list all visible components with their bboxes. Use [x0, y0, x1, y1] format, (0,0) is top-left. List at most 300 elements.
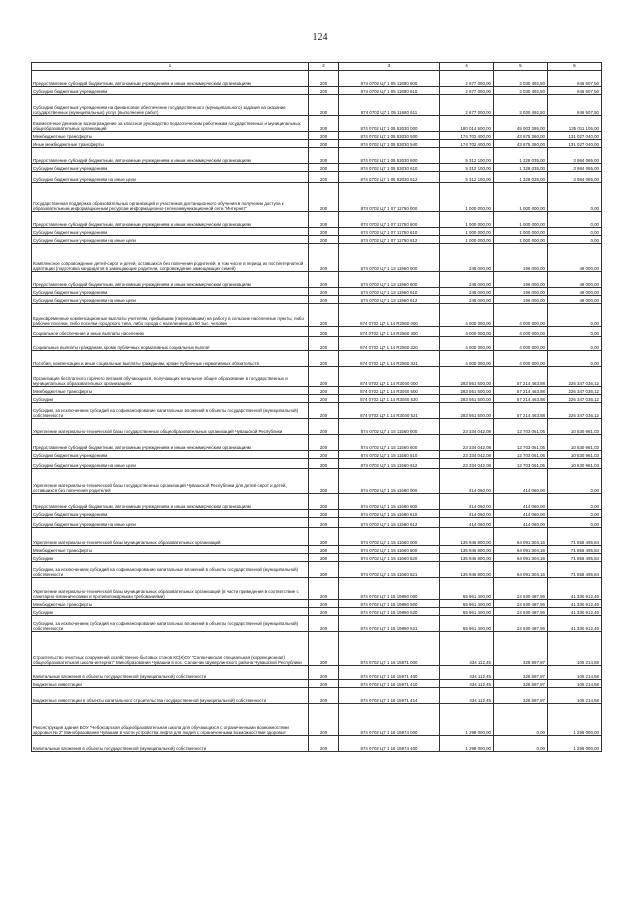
item-name-cell: Субсидии — [32, 554, 309, 562]
line-code-cell: 200 — [309, 172, 339, 183]
executed-amount-cell: 4 000 000,00 — [494, 327, 548, 337]
line-code-cell: 200 — [309, 554, 339, 562]
approved-amount-cell: 23 334 042,08 — [440, 419, 494, 435]
remaining-amount-cell: 41 330 912,45 — [548, 608, 602, 616]
executed-amount-cell: 24 630 487,55 — [494, 578, 548, 600]
item-name-cell: Социальные выплаты гражданам, кроме публичных нормативных социальных выплат — [32, 337, 309, 351]
executed-amount-cell: 328 897,87 — [494, 680, 548, 688]
item-name-cell: Комплексное сопровождение детей-сирот и детей, оставшихся без попечения родителей, в том числе в период их постинтернатной адаптации (подготовка кандидатов в замещающие родители, сопровождение замещающих семей) — [32, 244, 309, 272]
remaining-amount-cell: 135 011 105,00 — [548, 116, 602, 132]
table-row — [32, 327, 602, 337]
budget-code-cell: 874 0702 Ц7 1 07 11750 610 — [339, 228, 440, 236]
executed-amount-cell: 57 214 463,88 — [494, 395, 548, 403]
line-code-cell: 200 — [309, 140, 339, 148]
item-name-cell: Единовременные компенсационные выплаты учителям, прибывшим (переехавшим) на работу в сельские населенные пункты, либо рабочие поселки, либо поселки городского типа, либо города с населением до 50 тыс. человек — [32, 304, 309, 327]
line-code-cell: 200 — [309, 435, 339, 451]
executed-amount-cell: 196 000,00 — [494, 244, 548, 272]
executed-amount-cell: 1 328 035,00 — [494, 148, 548, 164]
remaining-amount-cell: 105 214,58 — [548, 680, 602, 688]
line-code-cell: 200 — [309, 132, 339, 140]
line-code-cell: 200 — [309, 164, 339, 172]
executed-amount-cell: 12 703 061,05 — [494, 459, 548, 469]
approved-amount-cell: 180 014 500,00 — [440, 116, 494, 132]
header-cell-col2: 2 — [309, 63, 339, 71]
header-cell-col1: 1 — [32, 63, 309, 71]
remaining-amount-cell: 71 855 495,84 — [548, 554, 602, 562]
item-name-cell: Строительство очистных сооружений хозяйственно-бытовых стоков КС(К)ОУ "Саланчикская специальная (коррекционная) общеобразовательная школа-интернат" Минобразования Чувашии в пос. Саланчик Шумерлинского района Чувашской Республики — [32, 632, 309, 666]
table-row — [32, 688, 602, 704]
approved-amount-cell: 4 000 000,00 — [440, 304, 494, 327]
line-code-cell: 200 — [309, 327, 339, 337]
line-code-cell: 200 — [309, 236, 339, 244]
item-name-cell: Пособия, компенсации и иные социальные выплаты гражданам, кроме публичных нормативных обязательств — [32, 351, 309, 367]
line-code-cell: 200 — [309, 296, 339, 304]
remaining-amount-cell: 10 630 981,03 — [548, 435, 602, 451]
item-name-cell: Ежемесячное денежное вознаграждение за классное руководство педагогическим работникам государственных и муниципальных общеобразовательных организаций — [32, 116, 309, 132]
item-name-cell: Межбюджетные трансферты — [32, 387, 309, 395]
item-name-cell: Иные межбюджетные трансферты — [32, 140, 309, 148]
table-row — [32, 469, 602, 494]
budget-code-cell: 874 0702 Ц7 1 13 11950 612 — [339, 296, 440, 304]
budget-code-cell: 874 0702 Ц7 1 14 R2560 000 — [339, 304, 440, 327]
approved-amount-cell: 245 000,00 — [440, 296, 494, 304]
budget-code-cell: 874 0702 Ц7 1 14 R2560 321 — [339, 351, 440, 367]
budget-code-cell: 874 0702 Ц7 1 05 53030 540 — [339, 140, 440, 148]
table-row — [32, 736, 602, 752]
budget-code-cell: 874 0702 Ц7 1 15 11590 612 — [339, 518, 440, 528]
executed-amount-cell: 43 675 360,00 — [494, 140, 548, 148]
table-row — [32, 304, 602, 327]
budget-code-cell: 874 0702 Ц7 1 14 R2560 300 — [339, 327, 440, 337]
budget-code-cell: 874 0702 Ц7 1 07 11750 600 — [339, 212, 440, 228]
approved-amount-cell: 434 112,45 — [440, 688, 494, 704]
line-code-cell: 200 — [309, 87, 339, 95]
line-code-cell: 200 — [309, 494, 339, 510]
executed-amount-cell: 414 060,00 — [494, 518, 548, 528]
line-code-cell: 200 — [309, 272, 339, 288]
executed-amount-cell: 0,00 — [494, 736, 548, 752]
table-row — [32, 459, 602, 469]
line-code-cell: 200 — [309, 688, 339, 704]
header-cell-col5: 5 — [494, 63, 548, 71]
budget-code-cell: 874 0702 Ц7 1 14 R3040 500 — [339, 387, 440, 395]
executed-amount-cell: 196 000,00 — [494, 296, 548, 304]
item-name-cell: Субсидии бюджетным учреждениям — [32, 288, 309, 296]
executed-amount-cell: 328 897,87 — [494, 688, 548, 704]
executed-amount-cell: 12 703 061,05 — [494, 419, 548, 435]
executed-amount-cell: 1 000 000,00 — [494, 212, 548, 228]
item-name-cell: Капитальные вложения в объекты государственной (муниципальной) собственности — [32, 666, 309, 680]
item-name-cell: Межбюджетные трансферты — [32, 600, 309, 608]
executed-amount-cell: 328 897,87 — [494, 666, 548, 680]
table-row — [32, 236, 602, 244]
budget-code-cell: 874 0702 Ц7 1 15 11660 521 — [339, 562, 440, 578]
executed-amount-cell: 43 675 360,00 — [494, 132, 548, 140]
executed-amount-cell: 1 000 000,00 — [494, 228, 548, 236]
remaining-amount-cell: 49 000,00 — [548, 288, 602, 296]
item-name-cell: Укрепление материально-технической базы муниципальных образовательных организаций — [32, 528, 309, 546]
item-name-cell: Межбюджетные трансферты — [32, 132, 309, 140]
budget-code-cell: 874 0702 Ц7 1 05 11680 610 — [339, 87, 440, 95]
item-name-cell: Субсидии бюджетным учреждениям — [32, 228, 309, 236]
header-cell-col3: 3 — [339, 63, 440, 71]
executed-amount-cell: 64 091 304,16 — [494, 528, 548, 546]
item-name-cell: Реконструкция здания БОУ "Чебоксарская общеобразовательная школа для обучающихся с ограниченными возможностями здоровья № 2" Минобразования Чувашии в части устройства лифта для людей с ограниченными возможностями здоровья — [32, 704, 309, 736]
approved-amount-cell: 245 000,00 — [440, 272, 494, 288]
line-code-cell: 200 — [309, 212, 339, 228]
item-name-cell: Предоставление субсидий бюджетным, автономным учреждениям и иным некоммерческим организациям — [32, 272, 309, 288]
remaining-amount-cell: 10 630 981,03 — [548, 419, 602, 435]
approved-amount-cell: 283 561 500,00 — [440, 367, 494, 387]
budget-code-cell: 874 0702 Ц7 1 16 15974 400 — [339, 736, 440, 752]
item-name-cell: Субсидии — [32, 395, 309, 403]
table-row — [32, 296, 602, 304]
table-row — [32, 546, 602, 554]
table-row — [32, 616, 602, 632]
table-row — [32, 244, 602, 272]
line-code-cell: 200 — [309, 95, 339, 116]
approved-amount-cell: 5 312 100,00 — [440, 172, 494, 183]
budget-table — [31, 62, 602, 752]
budget-code-cell: 874 0702 Ц7 1 07 11750 612 — [339, 236, 440, 244]
item-name-cell: Субсидии, за исключением субсидий на софинансирование капитальных вложений в объекты государственной (муниципальной) собственности — [32, 403, 309, 419]
approved-amount-cell: 414 060,00 — [440, 494, 494, 510]
executed-amount-cell: 57 214 463,88 — [494, 367, 548, 387]
table-row — [32, 148, 602, 164]
executed-amount-cell: 196 000,00 — [494, 272, 548, 288]
item-name-cell: Предоставление субсидий бюджетным, автономным учреждениям и иным некоммерческим организациям — [32, 71, 309, 87]
approved-amount-cell: 1 298 000,00 — [440, 736, 494, 752]
budget-code-cell: 874 0702 Ц7 1 15 11590 610 — [339, 510, 440, 518]
item-name-cell: Субсидии бюджетным учреждениям — [32, 451, 309, 459]
item-name-cell: Субсидии, за исключением субсидий на софинансирование капитальных вложений в объекты государственной (муниципальной) собственности — [32, 562, 309, 578]
table-row — [32, 554, 602, 562]
executed-amount-cell: 4 000 000,00 — [494, 337, 548, 351]
executed-amount-cell: 64 091 304,16 — [494, 554, 548, 562]
table-row — [32, 403, 602, 419]
remaining-amount-cell: 0,00 — [548, 494, 602, 510]
line-code-cell: 200 — [309, 183, 339, 212]
table-row — [32, 562, 602, 578]
item-name-cell: Субсидии бюджетным учреждениям на иные цели — [32, 518, 309, 528]
line-code-cell: 200 — [309, 510, 339, 518]
remaining-amount-cell: 226 347 036,12 — [548, 367, 602, 387]
remaining-amount-cell: 131 027 040,00 — [548, 140, 602, 148]
remaining-amount-cell: 0,00 — [548, 183, 602, 212]
budget-code-cell: 874 0702 Ц7 1 05 11680 600 — [339, 71, 440, 87]
executed-amount-cell: 1 328 035,00 — [494, 164, 548, 172]
executed-amount-cell: 0,00 — [494, 704, 548, 736]
line-code-cell: 200 — [309, 632, 339, 666]
line-code-cell: 200 — [309, 469, 339, 494]
remaining-amount-cell: 41 330 912,45 — [548, 616, 602, 632]
budget-code-cell: 874 0702 Ц7 1 15 11560 610 — [339, 451, 440, 459]
line-code-cell: 200 — [309, 704, 339, 736]
executed-amount-cell: 328 897,87 — [494, 632, 548, 666]
approved-amount-cell: 174 702 400,00 — [440, 140, 494, 148]
approved-amount-cell: 245 000,00 — [440, 244, 494, 272]
line-code-cell: 200 — [309, 367, 339, 387]
approved-amount-cell: 4 000 000,00 — [440, 327, 494, 337]
item-name-cell: Предоставление субсидий бюджетным, автономным учреждениям и иным некоммерческим организациям — [32, 494, 309, 510]
line-code-cell: 200 — [309, 387, 339, 395]
approved-amount-cell: 4 000 000,00 — [440, 351, 494, 367]
budget-code-cell: 874 0702 Ц7 1 16 15974 000 — [339, 704, 440, 736]
remaining-amount-cell: 226 347 036,12 — [548, 395, 602, 403]
table-row — [32, 71, 602, 87]
budget-code-cell: 874 0702 Ц7 1 16 15971 400 — [339, 666, 440, 680]
remaining-amount-cell: 3 984 065,00 — [548, 148, 602, 164]
line-code-cell: 200 — [309, 288, 339, 296]
executed-amount-cell: 1 000 000,00 — [494, 236, 548, 244]
remaining-amount-cell: 105 214,58 — [548, 666, 602, 680]
remaining-amount-cell: 0,00 — [548, 304, 602, 327]
approved-amount-cell: 65 961 400,00 — [440, 616, 494, 632]
budget-code-cell: 874 0702 Ц7 1 13 11950 600 — [339, 272, 440, 288]
approved-amount-cell: 65 961 400,00 — [440, 600, 494, 608]
budget-code-cell: 874 0702 Ц7 1 05 53030 500 — [339, 132, 440, 140]
table-row — [32, 351, 602, 367]
executed-amount-cell: 24 630 487,55 — [494, 608, 548, 616]
remaining-amount-cell: 49 000,00 — [548, 244, 602, 272]
approved-amount-cell: 1 000 000,00 — [440, 228, 494, 236]
executed-amount-cell: 414 060,00 — [494, 469, 548, 494]
table-row — [32, 140, 602, 148]
budget-code-cell: 874 0702 Ц7 1 15 11660 500 — [339, 546, 440, 554]
table-row — [32, 451, 602, 459]
executed-amount-cell: 45 003 395,00 — [494, 116, 548, 132]
approved-amount-cell: 4 000 000,00 — [440, 337, 494, 351]
remaining-amount-cell: 226 347 036,12 — [548, 387, 602, 395]
line-code-cell: 200 — [309, 680, 339, 688]
approved-amount-cell: 135 946 800,00 — [440, 554, 494, 562]
item-name-cell: Субсидии бюджетным учреждениям на иные цели — [32, 236, 309, 244]
budget-code-cell: 874 0702 Ц7 1 05 53030 000 — [339, 116, 440, 132]
remaining-amount-cell: 0,00 — [548, 236, 602, 244]
executed-amount-cell: 196 000,00 — [494, 288, 548, 296]
table-row — [32, 228, 602, 236]
item-name-cell: Субсидии бюджетным учреждениям на финансовое обеспечение государственного (муниципального) задания на оказание государственных (муниципальных) услуг (выполнение работ) — [32, 95, 309, 116]
item-name-cell: Предоставление субсидий бюджетным, автономным учреждениям и иным некоммерческим организациям — [32, 148, 309, 164]
budget-code-cell: 874 0702 Ц7 1 07 11750 000 — [339, 183, 440, 212]
budget-code-cell: 874 0702 Ц7 1 15 11660 000 — [339, 528, 440, 546]
table-row — [32, 419, 602, 435]
table-row — [32, 704, 602, 736]
remaining-amount-cell: 226 347 036,12 — [548, 403, 602, 419]
approved-amount-cell: 434 112,45 — [440, 680, 494, 688]
executed-amount-cell: 2 030 492,50 — [494, 71, 548, 87]
remaining-amount-cell: 10 630 981,03 — [548, 459, 602, 469]
table-row — [32, 518, 602, 528]
executed-amount-cell: 24 630 487,55 — [494, 600, 548, 608]
remaining-amount-cell: 41 330 912,45 — [548, 578, 602, 600]
line-code-cell: 200 — [309, 451, 339, 459]
executed-amount-cell: 64 091 304,16 — [494, 562, 548, 578]
remaining-amount-cell: 1 298 000,00 — [548, 736, 602, 752]
remaining-amount-cell: 1 298 000,00 — [548, 704, 602, 736]
approved-amount-cell: 135 946 800,00 — [440, 546, 494, 554]
table-row — [32, 116, 602, 132]
table-row — [32, 632, 602, 666]
approved-amount-cell: 23 334 042,08 — [440, 459, 494, 469]
table-row — [32, 494, 602, 510]
item-name-cell: Субсидии бюджетным учреждениям — [32, 510, 309, 518]
line-code-cell: 200 — [309, 419, 339, 435]
item-name-cell: Субсидии бюджетным учреждениям — [32, 164, 309, 172]
line-code-cell: 200 — [309, 304, 339, 327]
item-name-cell: Предоставление субсидий бюджетным, автономным учреждениям и иным некоммерческим организациям — [32, 435, 309, 451]
remaining-amount-cell: 0,00 — [548, 212, 602, 228]
executed-amount-cell: 12 703 061,05 — [494, 435, 548, 451]
approved-amount-cell: 2 677 000,00 — [440, 95, 494, 116]
remaining-amount-cell: 71 855 495,84 — [548, 546, 602, 554]
page-number: 124 — [312, 32, 328, 43]
line-code-cell: 200 — [309, 337, 339, 351]
line-code-cell: 200 — [309, 736, 339, 752]
line-code-cell: 200 — [309, 546, 339, 554]
executed-amount-cell: 4 000 000,00 — [494, 351, 548, 367]
remaining-amount-cell: 3 984 065,00 — [548, 164, 602, 172]
item-name-cell: Субсидии бюджетным учреждениям на иные цели — [32, 296, 309, 304]
approved-amount-cell: 283 561 500,00 — [440, 403, 494, 419]
table-row — [32, 337, 602, 351]
executed-amount-cell: 2 030 492,50 — [494, 87, 548, 95]
item-name-cell: Организация бесплатного горячего питания обучающихся, получающих начальное общее образование в государственных и муниципальных образовательных организациях — [32, 367, 309, 387]
table-row — [32, 680, 602, 688]
approved-amount-cell: 434 112,45 — [440, 632, 494, 666]
budget-code-cell: 874 0702 Ц7 1 14 R3040 000 — [339, 367, 440, 387]
line-code-cell: 200 — [309, 518, 339, 528]
approved-amount-cell: 1 000 000,00 — [440, 212, 494, 228]
budget-code-cell: 874 0702 Ц7 1 15 11660 520 — [339, 554, 440, 562]
remaining-amount-cell: 49 000,00 — [548, 272, 602, 288]
budget-code-cell: 874 0702 Ц7 1 15 19990 521 — [339, 616, 440, 632]
budget-code-cell: 874 0702 Ц7 1 14 R3040 520 — [339, 395, 440, 403]
budget-code-cell: 874 0702 Ц7 1 15 19990 000 — [339, 578, 440, 600]
approved-amount-cell: 1 000 000,00 — [440, 183, 494, 212]
approved-amount-cell: 414 060,00 — [440, 518, 494, 528]
budget-code-cell: 874 0702 Ц7 1 05 11680 611 — [339, 95, 440, 116]
approved-amount-cell: 135 946 800,00 — [440, 528, 494, 546]
approved-amount-cell: 1 000 000,00 — [440, 236, 494, 244]
table-row — [32, 272, 602, 288]
budget-code-cell: 874 0702 Ц7 1 16 15971 410 — [339, 680, 440, 688]
table-row — [32, 608, 602, 616]
line-code-cell: 200 — [309, 528, 339, 546]
remaining-amount-cell: 0,00 — [548, 510, 602, 518]
approved-amount-cell: 414 060,00 — [440, 469, 494, 494]
remaining-amount-cell: 71 855 495,84 — [548, 528, 602, 546]
executed-amount-cell: 1 000 000,00 — [494, 183, 548, 212]
line-code-cell: 200 — [309, 403, 339, 419]
budget-code-cell: 874 0702 Ц7 1 13 11950 000 — [339, 244, 440, 272]
approved-amount-cell: 65 961 400,00 — [440, 578, 494, 600]
line-code-cell: 200 — [309, 666, 339, 680]
item-name-cell: Субсидии — [32, 608, 309, 616]
remaining-amount-cell: 41 330 912,45 — [548, 600, 602, 608]
item-name-cell: Капитальные вложения в объекты государственной (муниципальной) собственности — [32, 736, 309, 752]
budget-code-cell: 874 0702 Ц7 1 15 11590 600 — [339, 494, 440, 510]
table-row — [32, 666, 602, 680]
item-name-cell: Бюджетные инвестиции — [32, 680, 309, 688]
item-name-cell: Укрепление материально-технической базы муниципальных образовательных организаций (в части приведения в соответствие с санитарно-гигиеническими и противопожарными требованиями) — [32, 578, 309, 600]
remaining-amount-cell: 10 630 981,03 — [548, 451, 602, 459]
item-name-cell: Бюджетные инвестиции в объекты капитального строительства государственной (муниципальной) собственности — [32, 688, 309, 704]
table-row — [32, 395, 602, 403]
approved-amount-cell: 414 060,00 — [440, 510, 494, 518]
table-row — [32, 95, 602, 116]
remaining-amount-cell: 0,00 — [548, 469, 602, 494]
table-row — [32, 600, 602, 608]
remaining-amount-cell: 0,00 — [548, 351, 602, 367]
line-code-cell: 200 — [309, 71, 339, 87]
budget-code-cell: 874 0702 Ц7 1 05 53030 600 — [339, 148, 440, 164]
line-code-cell: 200 — [309, 600, 339, 608]
budget-code-cell: 874 0702 Ц7 1 14 R3040 521 — [339, 403, 440, 419]
remaining-amount-cell: 0,00 — [548, 518, 602, 528]
line-code-cell: 200 — [309, 578, 339, 600]
budget-code-cell: 874 0702 Ц7 1 15 11560 612 — [339, 459, 440, 469]
budget-code-cell: 874 0702 Ц7 1 15 11560 000 — [339, 419, 440, 435]
table-row — [32, 87, 602, 95]
line-code-cell: 200 — [309, 244, 339, 272]
approved-amount-cell: 283 561 500,00 — [440, 395, 494, 403]
item-name-cell: Укрепление материально-технической базы государственных организаций Чувашской Республики для детей-сирот и детей, оставшихся без попечения родителей — [32, 469, 309, 494]
approved-amount-cell: 2 677 000,00 — [440, 87, 494, 95]
table-header-row — [32, 63, 602, 71]
approved-amount-cell: 5 312 100,00 — [440, 148, 494, 164]
table-body — [32, 63, 602, 752]
table-row — [32, 387, 602, 395]
executed-amount-cell: 414 060,00 — [494, 494, 548, 510]
remaining-amount-cell: 3 984 065,00 — [548, 172, 602, 183]
line-code-cell: 200 — [309, 562, 339, 578]
budget-code-cell: 874 0702 Ц7 1 15 11560 600 — [339, 435, 440, 451]
remaining-amount-cell: 105 214,58 — [548, 632, 602, 666]
remaining-amount-cell: 0,00 — [548, 327, 602, 337]
approved-amount-cell: 23 334 042,08 — [440, 451, 494, 459]
budget-code-cell: 874 0702 Ц7 1 16 15971 000 — [339, 632, 440, 666]
item-name-cell: Субсидии бюджетным учреждениям на иные цели — [32, 459, 309, 469]
line-code-cell: 200 — [309, 116, 339, 132]
approved-amount-cell: 1 298 000,00 — [440, 704, 494, 736]
item-name-cell: Субсидии бюджетным учреждениям на иные цели — [32, 172, 309, 183]
line-code-cell: 200 — [309, 351, 339, 367]
executed-amount-cell: 57 214 463,88 — [494, 403, 548, 419]
remaining-amount-cell: 71 855 495,84 — [548, 562, 602, 578]
table-row — [32, 183, 602, 212]
header-cell-col6: 6 — [548, 63, 602, 71]
executed-amount-cell: 2 030 492,50 — [494, 95, 548, 116]
header-cell-col4: 4 — [440, 63, 494, 71]
table-row — [32, 164, 602, 172]
table-row — [32, 435, 602, 451]
remaining-amount-cell: 646 507,50 — [548, 87, 602, 95]
approved-amount-cell: 65 961 400,00 — [440, 608, 494, 616]
approved-amount-cell: 283 561 500,00 — [440, 387, 494, 395]
budget-code-cell: 874 0702 Ц7 1 05 53030 610 — [339, 164, 440, 172]
item-name-cell: Предоставление субсидий бюджетным, автономным учреждениям и иным некоммерческим организациям — [32, 212, 309, 228]
remaining-amount-cell: 131 027 040,00 — [548, 132, 602, 140]
table-row — [32, 510, 602, 518]
approved-amount-cell: 434 112,45 — [440, 666, 494, 680]
budget-code-cell: 874 0702 Ц7 1 05 53030 612 — [339, 172, 440, 183]
executed-amount-cell: 12 703 061,05 — [494, 451, 548, 459]
table-row — [32, 578, 602, 600]
executed-amount-cell: 24 630 487,55 — [494, 616, 548, 632]
line-code-cell: 200 — [309, 459, 339, 469]
executed-amount-cell: 414 060,00 — [494, 510, 548, 518]
